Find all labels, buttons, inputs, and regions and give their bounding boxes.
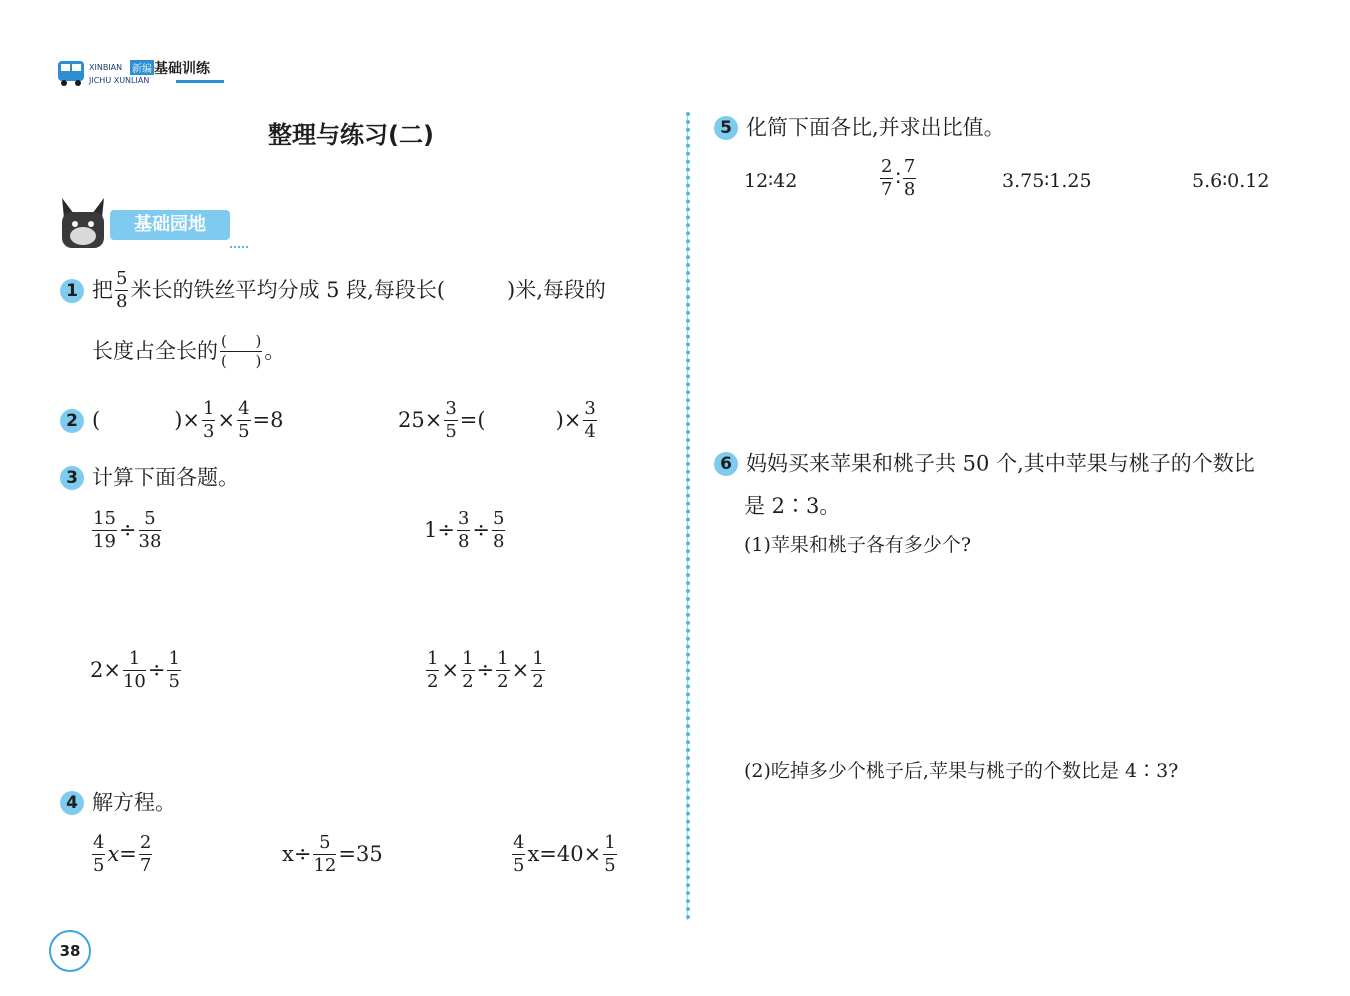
question-2-left: [60, 400, 283, 441]
q3-expr-4: $\frac{1}{2}$ × $\frac{1}{2}$ ÷ $\frac{1}{2}$ × $\frac{1}{2}$: [427, 648, 544, 692]
header-badge: 新编: [130, 60, 154, 75]
question-number: 6: [714, 452, 738, 476]
section-banner: [58, 196, 253, 252]
question-3-text: 计算下面各题。: [92, 465, 239, 490]
q4-eq-2: x÷ $\frac{5}{12}$ =35: [282, 832, 383, 876]
fraction: $\frac{2}{7}$: [139, 832, 152, 876]
q1-line2: 长度占全长的: [92, 339, 218, 363]
q2-b3: )×: [555, 408, 582, 432]
q5-ratio-2: $\frac{2}{7}$ ∶ $\frac{7}{8}$: [881, 156, 916, 200]
question-5-text: 化简下面各比,并求出比值。: [746, 115, 1005, 140]
question-number: 2: [60, 409, 84, 433]
banner-dots: [230, 246, 248, 248]
fraction: $\frac{1}{3}$: [203, 398, 215, 442]
question-3: [60, 466, 239, 490]
question-6-sub2: (2)吃掉多少个桃子后,苹果与桃子的个数比是 4∶3?: [744, 760, 1179, 782]
q3-expr-3: 2× $\frac{1}{10}$ ÷ $\frac{1}{5}$: [90, 648, 180, 692]
q3-expr-1: $\frac{15}{19}$ ÷ $\frac{5}{38}$: [93, 508, 162, 552]
q2-equals: =8: [252, 408, 284, 432]
header-pinyin-top: XINBIAN: [89, 63, 123, 72]
q2-b2: =(: [459, 408, 486, 432]
fraction: $\frac{3}{8}$: [457, 508, 470, 552]
fraction: $\frac{1}{2}$: [427, 648, 439, 692]
question-number: 3: [60, 466, 84, 490]
fraction: $\frac{4}{5}$: [513, 832, 525, 876]
question-6: [714, 452, 1255, 476]
q2-b1: 25×: [398, 408, 443, 432]
question-1-line2: [92, 334, 285, 369]
fraction: $\frac{5}{38}$: [138, 508, 162, 552]
section-banner-label: [110, 210, 230, 240]
question-4-text: 解方程。: [92, 790, 176, 815]
fraction: $\frac{3}{5}$: [445, 398, 457, 442]
header-brand: 基础训练: [154, 61, 210, 77]
fraction: $\frac{5}{12}$: [313, 832, 337, 876]
q1-end: 。: [264, 339, 286, 363]
q1-text-a: 把: [92, 278, 113, 302]
question-number: 4: [60, 791, 84, 815]
page-divider: [686, 112, 690, 920]
header-arrow: [176, 80, 224, 83]
q5-ratio-1: 12∶42: [744, 170, 798, 192]
fraction: $\frac{5}{8}$: [116, 268, 128, 312]
question-number: 1: [60, 279, 84, 303]
header-logo: [56, 56, 236, 90]
q5-ratio-4: 5.6∶0.12: [1192, 170, 1270, 192]
fraction: $\frac{1}{2}$: [532, 648, 544, 692]
fraction: $\frac{4}{5}$: [93, 832, 105, 876]
header-pinyin-bottom: JICHU XUNLIAN: [89, 76, 150, 85]
fraction: $\frac{7}{8}$: [903, 156, 916, 200]
q2-close: )×: [174, 408, 200, 432]
q4-eq-3: $\frac{4}{5}$ x=40× $\frac{1}{5}$: [513, 832, 616, 876]
q2-times: ×: [217, 408, 236, 432]
fraction: $\frac{1}{5}$: [168, 648, 180, 692]
fraction: $\frac{1}{10}$: [122, 648, 146, 692]
fraction: $\frac{1}{5}$: [604, 832, 616, 876]
question-4: [60, 791, 176, 815]
bus-icon: [56, 58, 86, 88]
page-title: 整理与练习(二): [268, 121, 434, 149]
fraction: $\frac{15}{19}$: [93, 508, 116, 552]
page-number: 38: [49, 930, 91, 972]
q5-ratio-3: 3.75∶1.25: [1002, 170, 1092, 192]
fraction: $\frac{4}{5}$: [238, 398, 250, 442]
q1-text-c: )米,每段的: [507, 278, 606, 302]
question-number: 5: [714, 116, 738, 140]
mascot-icon: [58, 196, 108, 250]
q3-expr-2: 1÷ $\frac{3}{8}$ ÷ $\frac{5}{8}$: [424, 508, 505, 552]
fraction: $\frac{1}{2}$: [462, 648, 474, 692]
q1-text-b: 米长的铁丝平均分成 5 段,每段长(: [130, 278, 446, 302]
question-6-line1: 妈妈买来苹果和桃子共 50 个,其中苹果与桃子的个数比: [746, 451, 1255, 476]
fraction: $\frac{2}{7}$: [881, 156, 893, 200]
section-banner-text: 基础园地: [134, 214, 206, 235]
question-5: [714, 116, 1005, 140]
fraction: $\frac{5}{8}$: [493, 508, 505, 552]
question-1: [60, 270, 606, 311]
question-6-sub1: (1)苹果和桃子各有多少个?: [744, 534, 972, 556]
q2-open: (: [92, 408, 101, 432]
question-2-right: [398, 400, 599, 441]
question-6-line2: 是 2∶3。: [744, 494, 841, 518]
q4-eq-1: $\frac{4}{5}$ x= $\frac{2}{7}$: [93, 832, 152, 876]
fraction: $\frac{3}{4}$: [584, 398, 596, 442]
fraction: $\frac{1}{2}$: [497, 648, 509, 692]
answer-fraction-blank[interactable]: ( ) ( ): [221, 332, 262, 370]
